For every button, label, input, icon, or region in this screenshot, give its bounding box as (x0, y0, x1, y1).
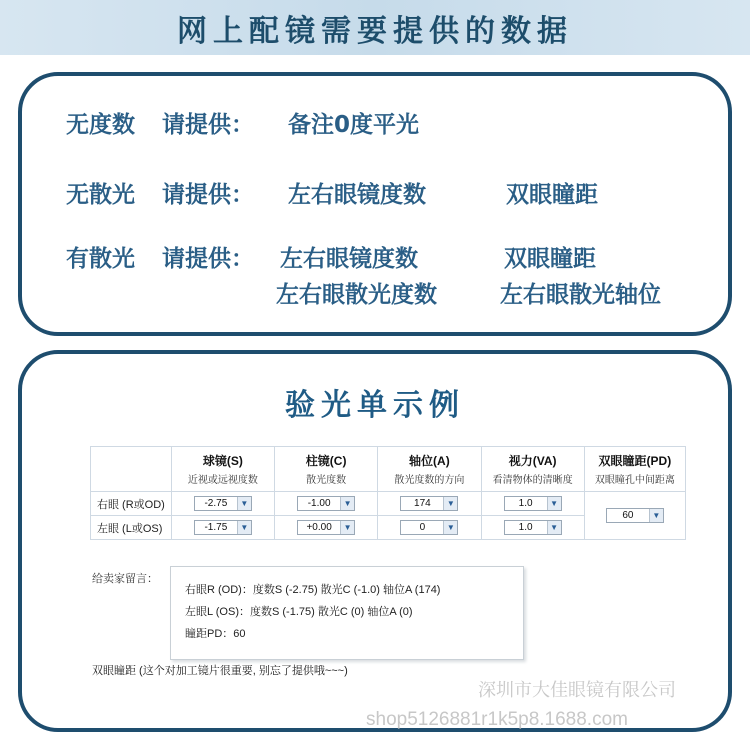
select-value: -1.00 (307, 498, 331, 509)
select-left-axis[interactable] (400, 520, 458, 535)
value-with-astig-4: 左右眼散光轴位 (500, 282, 661, 308)
prompt-no-astig: 请提供： (162, 182, 254, 208)
sample-title: 验光单示例 (285, 388, 465, 423)
value-no-degree: 备注0度平光 (288, 112, 420, 138)
select-left-va[interactable] (504, 520, 562, 535)
header-pd-sub: 双眼瞳孔中间距离 (594, 475, 675, 486)
chevron-down-icon: ▼ (237, 521, 251, 534)
value-with-astig-2: 双眼瞳距 (504, 246, 596, 272)
chevron-down-icon: ▼ (649, 509, 663, 522)
value-no-astig-2: 双眼瞳距 (506, 182, 598, 208)
cell-pd (584, 492, 685, 540)
select-value: 174 (414, 498, 431, 509)
header-sphere (171, 447, 274, 492)
header-pd (584, 447, 685, 492)
header-cylinder-title: 柱镜(C) (305, 454, 347, 468)
top-banner (0, 0, 750, 55)
header-axis-sub: 散光度数的方向 (394, 475, 465, 486)
seller-message-box[interactable] (170, 566, 524, 660)
prompt-with-astig: 请提供： (162, 246, 254, 272)
select-right-va[interactable] (504, 496, 562, 511)
banner-title: 网上配镜需要提供的数据 (177, 13, 573, 49)
header-pd-title: 双眼瞳距(PD) (598, 454, 672, 468)
select-right-sphere[interactable] (194, 496, 252, 511)
header-va (481, 447, 584, 492)
select-pd[interactable] (606, 508, 664, 523)
cell-left-sphere (171, 516, 274, 540)
cell-right-cylinder (275, 492, 378, 516)
header-blank (91, 447, 172, 492)
chevron-down-icon: ▼ (443, 521, 457, 534)
select-left-cylinder[interactable] (297, 520, 355, 535)
header-cylinder-sub: 散光度数 (306, 475, 347, 486)
chevron-down-icon: ▼ (547, 521, 561, 534)
label-with-astig: 有散光 (66, 246, 135, 272)
select-right-cylinder[interactable] (297, 496, 355, 511)
table-row (91, 492, 686, 516)
row-label-right: 右眼 (R或OD) (91, 492, 172, 516)
chevron-down-icon: ▼ (340, 497, 354, 510)
select-value: -2.75 (204, 498, 228, 509)
value-no-astig-1: 左右眼镜度数 (288, 182, 426, 208)
header-va-title: 视力(VA) (508, 454, 557, 468)
cell-right-axis (378, 492, 481, 516)
select-right-axis[interactable] (400, 496, 458, 511)
note-line-left: 左眼L (OS)：度数S (-1.75) 散光C (0) 轴位A (0) (185, 606, 413, 618)
header-va-sub: 看清物体的清晰度 (492, 475, 573, 486)
chevron-down-icon: ▼ (443, 497, 457, 510)
note-label: 给卖家留言： (92, 573, 158, 585)
header-sphere-title: 球镜(S) (202, 454, 243, 468)
requirements-panel (18, 72, 732, 336)
select-value: 60 (622, 510, 634, 521)
watermark-url: shop5126881r1k5p8.1688.com (366, 709, 628, 730)
note-line-pd: 瞳距PD：60 (185, 628, 246, 640)
cell-left-axis (378, 516, 481, 540)
chevron-down-icon: ▼ (340, 521, 354, 534)
value-with-astig-1: 左右眼镜度数 (280, 246, 418, 272)
select-value: +0.00 (306, 522, 332, 533)
watermark-company: 深圳市大佳眼镜有限公司 (478, 680, 676, 700)
header-axis (378, 447, 481, 492)
pd-footnote: 双眼瞳距 (这个对加工镜片很重要, 别忘了提供哦~~~) (92, 665, 348, 677)
cell-right-sphere (171, 492, 274, 516)
label-no-degree: 无度数 (66, 112, 135, 138)
table-header-row (91, 447, 686, 492)
select-left-sphere[interactable] (194, 520, 252, 535)
value-with-astig-3: 左右眼散光度数 (276, 282, 437, 308)
cell-left-va (481, 516, 584, 540)
sample-panel (18, 350, 732, 732)
select-value: -1.75 (204, 522, 228, 533)
header-cylinder (275, 447, 378, 492)
prompt-no-degree: 请提供： (162, 112, 254, 138)
select-value: 0 (419, 522, 426, 533)
prescription-table (90, 446, 686, 540)
note-line-right: 右眼R (OD)：度数S (-2.75) 散光C (-1.0) 轴位A (174) (185, 584, 441, 596)
select-value: 1.0 (518, 498, 533, 509)
chevron-down-icon: ▼ (547, 497, 561, 510)
cell-left-cylinder (275, 516, 378, 540)
chevron-down-icon: ▼ (237, 497, 251, 510)
row-label-left: 左眼 (L或OS) (91, 516, 172, 540)
header-sphere-sub: 近视或远视度数 (187, 475, 258, 486)
cell-right-va (481, 492, 584, 516)
select-value: 1.0 (518, 522, 533, 533)
header-axis-title: 轴位(A) (409, 454, 450, 468)
label-no-astig: 无散光 (66, 182, 135, 208)
